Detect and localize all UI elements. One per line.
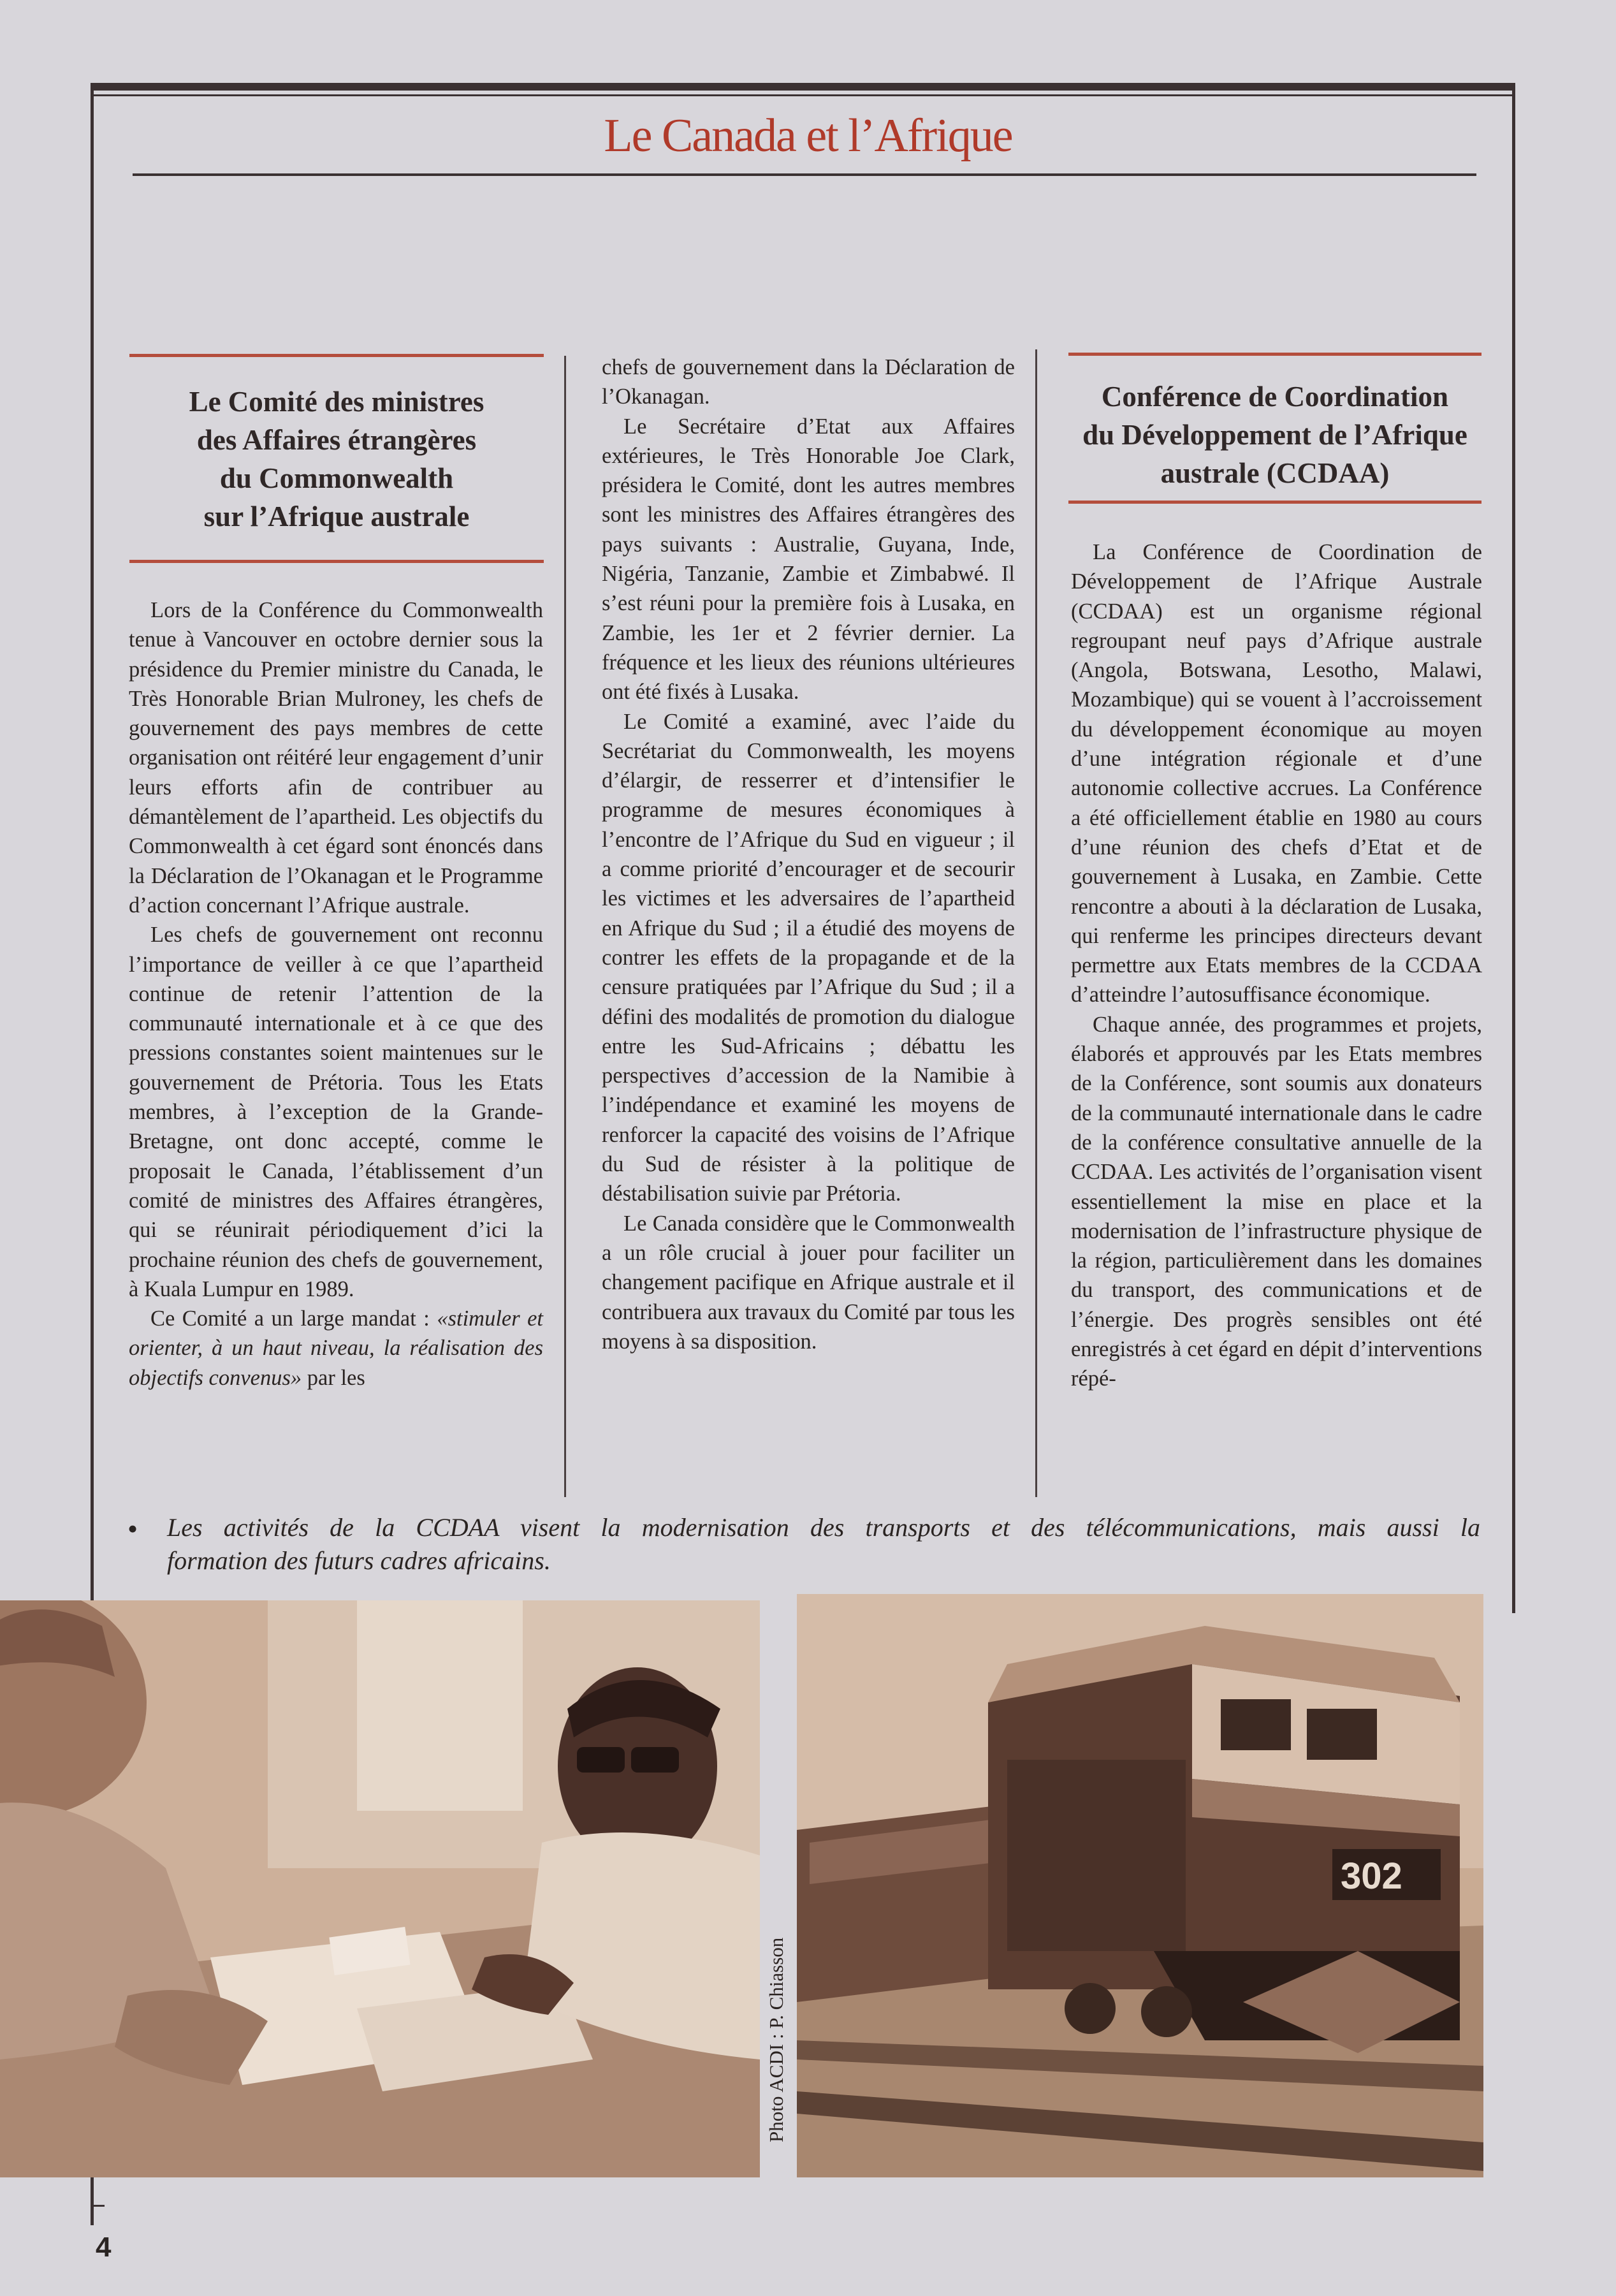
text-run: par les xyxy=(302,1365,365,1390)
masthead-rule xyxy=(133,173,1476,176)
quote-text: «stimuler et orienter, à un haut niveau, la réalisation des objectifs convenus» xyxy=(129,1306,543,1390)
photo-training-session xyxy=(0,1600,760,2177)
heading-line: des Affaires étrangères xyxy=(196,424,477,456)
photo-caption xyxy=(167,1511,1480,1577)
heading-rule-bottom xyxy=(129,560,544,563)
frame-top-rule xyxy=(91,83,1515,91)
caption-line: formation des futurs cadres africains. xyxy=(167,1546,551,1575)
heading-line: australe (CCDAA) xyxy=(1160,457,1390,489)
photo-credit: Photo ACDI : P. Chiasson xyxy=(765,1937,787,2142)
paragraph: Le Secrétaire d’Etat aux Affaires extérieures, le Très Honorable Joe Clark, présidera le Comité, dont les autres membres sont les ministres des Affaires étrangères des pays suivants : Australie, Guyana, Inde, Nigéria, Tanzanie, Zambie et Zimbabwé. Il s’est réuni pour la première fois à Lusaka, en Zambie, les 1er et 2 février dernier. La fréquence et les lieux des réunions ultérieures ont été fixés à Lusaka. xyxy=(602,414,1015,705)
paragraph: Lors de la Conférence du Commonwealth tenue à Vancouver en octobre dernier sous la présidence du Premier ministre du Canada, le Très Honorable Brian Mulroney, les chefs de gouvernement des pays membres de cette organisation ont réitéré leur engagement d’unir leurs efforts afin de contribuer au démantèlement de l’apartheid. Les objectifs du Commonwealth à cet égard sont énoncés dans la Déclaration de l’Okanagan et le Programme d’action concernant l’Afrique australe. xyxy=(129,598,543,918)
heading-rule-top xyxy=(1068,353,1481,356)
caption-bullet: • xyxy=(127,1512,138,1545)
heading-line: du Développement de l’Afrique xyxy=(1082,419,1467,451)
column-separator xyxy=(564,356,566,1497)
heading-line: Conférence de Coordination xyxy=(1101,381,1449,413)
heading-line: sur l’Afrique australe xyxy=(203,501,470,532)
paragraph: chefs de gouvernement dans la Déclaration de l’Okanagan. xyxy=(602,355,1015,409)
heading-line: du Commonwealth xyxy=(219,462,454,494)
frame-top-thin-rule xyxy=(91,94,1515,96)
text-run: Ce Comité a un large mandat : xyxy=(150,1306,437,1331)
heading-line: Le Comité des ministres xyxy=(189,386,484,418)
heading-rule-top xyxy=(129,354,544,357)
section-heading-commonwealth xyxy=(129,383,544,536)
photo-men-at-table xyxy=(0,1600,760,2177)
article-column-2 xyxy=(602,353,1015,1356)
column-separator xyxy=(1035,349,1037,1497)
paragraph: La Conférence de Coordination de Développement de l’Afrique Australe (CCDAA) est un organisme régional regroupant neuf pays d’Afrique australe (Angola, Botswana, Lesotho, Malawi, Mozambique) qui se vouent à l’accroissement du développement économique au moyen d’une intégration régionale et d’une autonomie collective accrues. La Conférence a été officiellement établie en 1980 au cours d’une réunion des chefs d’Etat et de gouvernement à Lusaka, en Zambie. Cette rencontre a abouti à la déclaration de Lusaka, qui renferme les principes directeurs devant permettre aux Etats membres de la CCDAA d’atteindre l’autosuffisance économique. xyxy=(1071,540,1482,1007)
paragraph: Le Canada considère que le Commonwealth a un rôle crucial à jouer pour faciliter un changement pacifique en Afrique australe et il contribuera aux travaux du Comité par tous les moyens à sa disposition. xyxy=(602,1211,1015,1354)
frame-right-rule xyxy=(1512,83,1515,1613)
paragraph: Chaque année, des programmes et projets, élaborés et approuvés par les Etats membres de la Conférence, sont soumis aux donateurs de la communauté internationale dans le cadre de la conférence consultative annuelle de la CCDAA. Les activités de l’organisation visent essentiellement la mise en place et la modernisation de l’infrastructure physique de la région, particulièrement dans les domaines du transport, des communications et de l’énergie. Des progrès sensibles ont été enregistrés à cet égard en dépit d’interventions répé- xyxy=(1071,1012,1482,1391)
photo-locomotive xyxy=(797,1594,1483,2177)
article-column-3 xyxy=(1071,537,1482,1394)
heading-rule-bottom xyxy=(1068,501,1481,504)
paragraph: Le Comité a examiné, avec l’aide du Secrétariat du Commonwealth, les moyens d’élargir, de resserrer et d’intensifier le programme de mesures économiques à l’encontre de l’Afrique du Sud en vigueur ; il a comme priorité d’encourager et de secourir les victimes et les adversaires de l’apartheid en Afrique du Sud ; il a étudié des moyens de contrer les effets de la propagande et de la censure pratiquées par l’Afrique du Sud ; il a défini des modalités de promotion du dialogue entre les Sud-Africains ; débattu les perspectives d’accession de la Namibie à l’indépendance et examiné les moyens de renforcer la capacité des voisins de l’Afrique du Sud de résister à la politique de déstabilisation suivie par Prétoria. xyxy=(602,709,1015,1206)
frame-corner-mark xyxy=(91,2205,105,2207)
section-heading-ccdaa xyxy=(1059,377,1490,492)
page-title: Le Canada et l’Afrique xyxy=(604,110,1012,162)
photo-train-on-tracks xyxy=(797,1594,1483,2177)
paragraph: Les chefs de gouvernement ont reconnu l’importance de veiller à ce que l’apartheid continue de retenir l’attention de la communauté internationale et à ce que des pressions constantes soient maintenues sur le gouvernement de Prétoria. Tous les Etats membres, à l’exception de la Grande-Bretagne, ont donc accepté, comme le proposait le Canada, l’établissement d’un comité de ministres des Affaires étrangères, qui se réunirait périodiquement d’ici la prochaine réunion des chefs de gouvernement, à Kuala Lumpur en 1989. xyxy=(129,923,543,1301)
page-number: 4 xyxy=(96,2232,112,2263)
locomotive-number: 302 xyxy=(1341,1855,1402,1897)
caption-line: Les activités de la CCDAA visent la modernisation des transports et des télécommunications, mais aussi la xyxy=(167,1513,1480,1542)
article-column-1 xyxy=(129,596,543,1393)
paragraph xyxy=(129,1304,543,1393)
